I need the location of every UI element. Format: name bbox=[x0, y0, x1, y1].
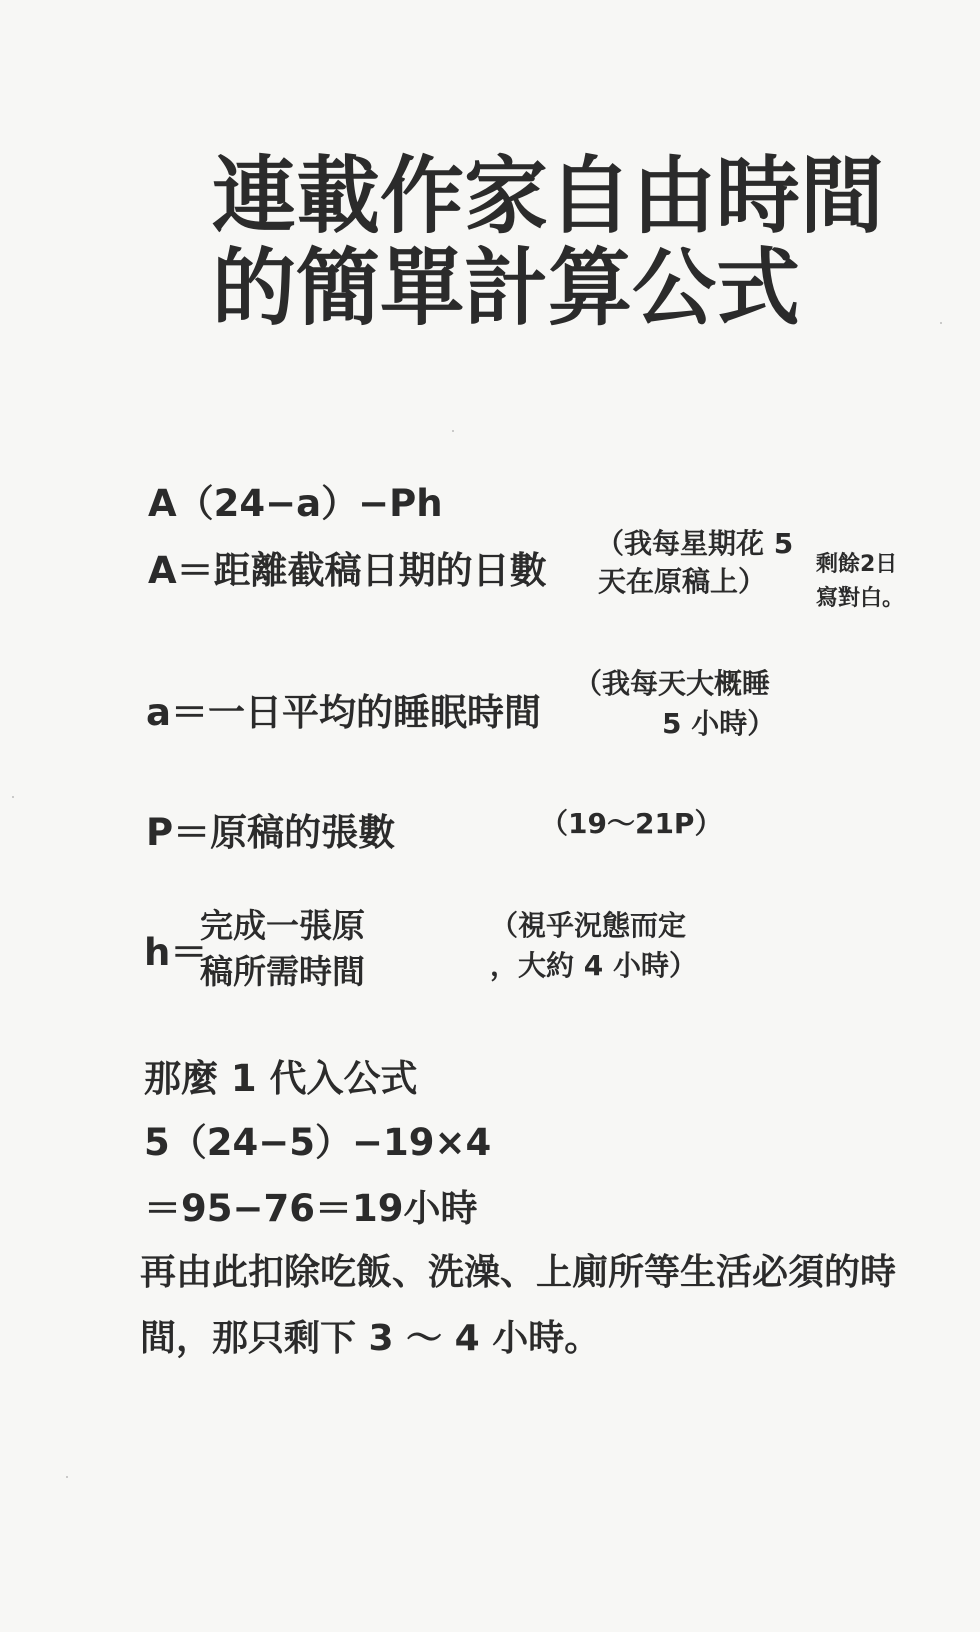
definition-a: a＝一日平均的睡眠時間 bbox=[146, 691, 541, 734]
formula: A（24−a）−Ph bbox=[148, 482, 443, 525]
title-line-2: 的簡單計算公式 bbox=[212, 239, 801, 337]
title-line-1: 連載作家自由時間 bbox=[212, 147, 885, 245]
conclusion-line-1: 再由此扣除吃飯、洗澡、上廁所等生活必須的時 bbox=[140, 1252, 897, 1293]
side-note-line-2: 寫對白。 bbox=[816, 586, 905, 611]
paper-speck bbox=[66, 1476, 68, 1478]
note-A-line-2: 天在原稿上） bbox=[598, 565, 767, 598]
definition-h-line-1: 完成一張原 bbox=[200, 906, 365, 945]
definition-A: A＝距離截稿日期的日數 bbox=[148, 549, 547, 592]
note-a-line-1: （我每天大概睡 bbox=[574, 667, 771, 700]
note-h-line-2: ，大約 4 小時） bbox=[490, 949, 697, 982]
calculation-step-2: ＝95−76＝19小時 bbox=[144, 1187, 478, 1230]
definition-h-prefix: h＝ bbox=[144, 931, 208, 974]
conclusion-line-2: 間，那只剩下 3 〜 4 小時。 bbox=[140, 1318, 601, 1359]
calculation-intro: 那麼 1 代入公式 bbox=[144, 1057, 418, 1100]
definition-h-line-2: 稿所需時間 bbox=[200, 952, 365, 991]
calculation-step-1: 5（24−5）−19×4 bbox=[144, 1121, 492, 1164]
page-title bbox=[212, 147, 885, 337]
definition-P: P＝原稿的張數 bbox=[146, 811, 396, 854]
note-a-line-2: 5 小時） bbox=[662, 707, 776, 740]
paper-speck bbox=[452, 430, 454, 432]
note-P: （19〜21P） bbox=[540, 807, 723, 840]
paper-speck bbox=[940, 322, 942, 324]
paper-speck bbox=[12, 796, 14, 798]
note-h-line-1: （視乎況態而定 bbox=[490, 909, 687, 942]
note-A-line-1: （我每星期花 5 bbox=[596, 527, 794, 560]
side-note-line-1: 剩餘2日 bbox=[816, 552, 898, 577]
